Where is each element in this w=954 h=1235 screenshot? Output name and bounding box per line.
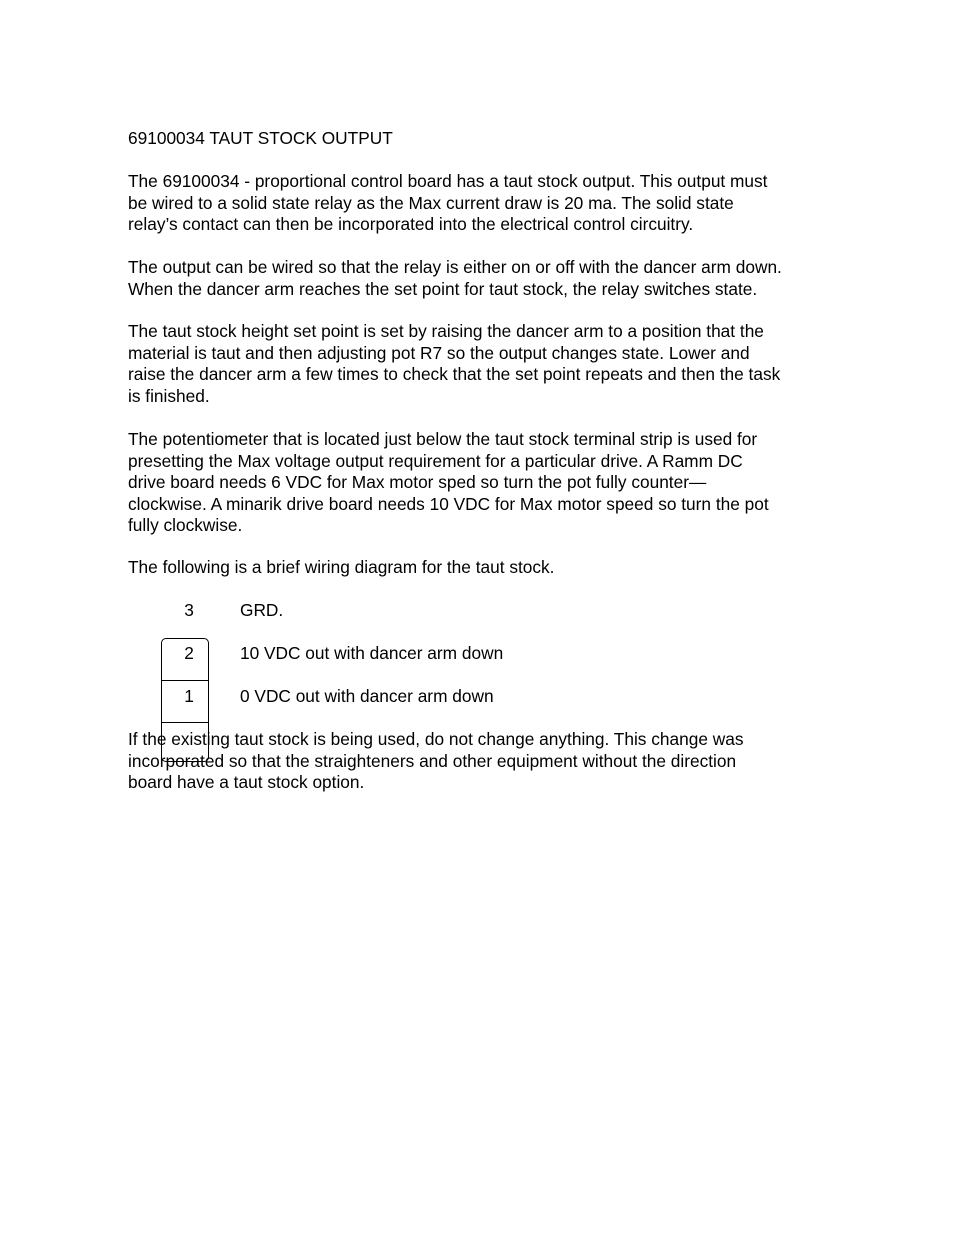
terminal-divider — [161, 722, 209, 723]
paragraph-relay-state: The output can be wired so that the relay is either on or off with the dancer arm down. When the dancer arm reaches the set point for taut stock, the relay switches state. — [128, 257, 782, 299]
paragraph-closing: If the existing taut stock is being used, do not change anything. This change was incorporated so that the straighteners and other equipment without the direction board have a taut stock option. — [128, 729, 744, 792]
paragraph-potentiometer: The potentiometer that is located just below the taut stock terminal strip is used for presetting the Max voltage output requirement for a particular drive. A Ramm DC drive board needs 6 VDC for Max motor sped so turn the pot fully counter— clockwise. A minarik drive board needs 10 VDC for Max motor speed so turn the pot fully clockwise. — [128, 429, 769, 535]
paragraph-intro: The 69100034 - proportional control board has a taut stock output. This output must be wired to a solid state relay as the Max current draw is 20 ma. The solid state relay’s contact can then be incorporated into the electrical control circuitry. — [128, 171, 768, 234]
paragraph-set-point: The taut stock height set point is set by raising the dancer arm to a position that the material is taut and then adjusting pot R7 so the output changes state. Lower and raise the dancer arm a few times to check that the set point repeats and then the task is finished. — [128, 321, 781, 406]
terminal-label-3: GRD. — [240, 600, 284, 620]
document-title: 69100034 TAUT STOCK OUTPUT — [128, 128, 393, 148]
terminal-label-2: 10 VDC out with dancer arm down — [240, 643, 504, 663]
paragraph-diagram-intro: The following is a brief wiring diagram for the taut stock. — [128, 557, 555, 577]
terminal-number-1: 1 — [184, 686, 194, 706]
terminal-number-3: 3 — [184, 600, 194, 620]
terminal-label-1: 0 VDC out with dancer arm down — [240, 686, 494, 706]
terminal-number-2: 2 — [184, 643, 194, 663]
terminal-divider — [161, 680, 209, 681]
